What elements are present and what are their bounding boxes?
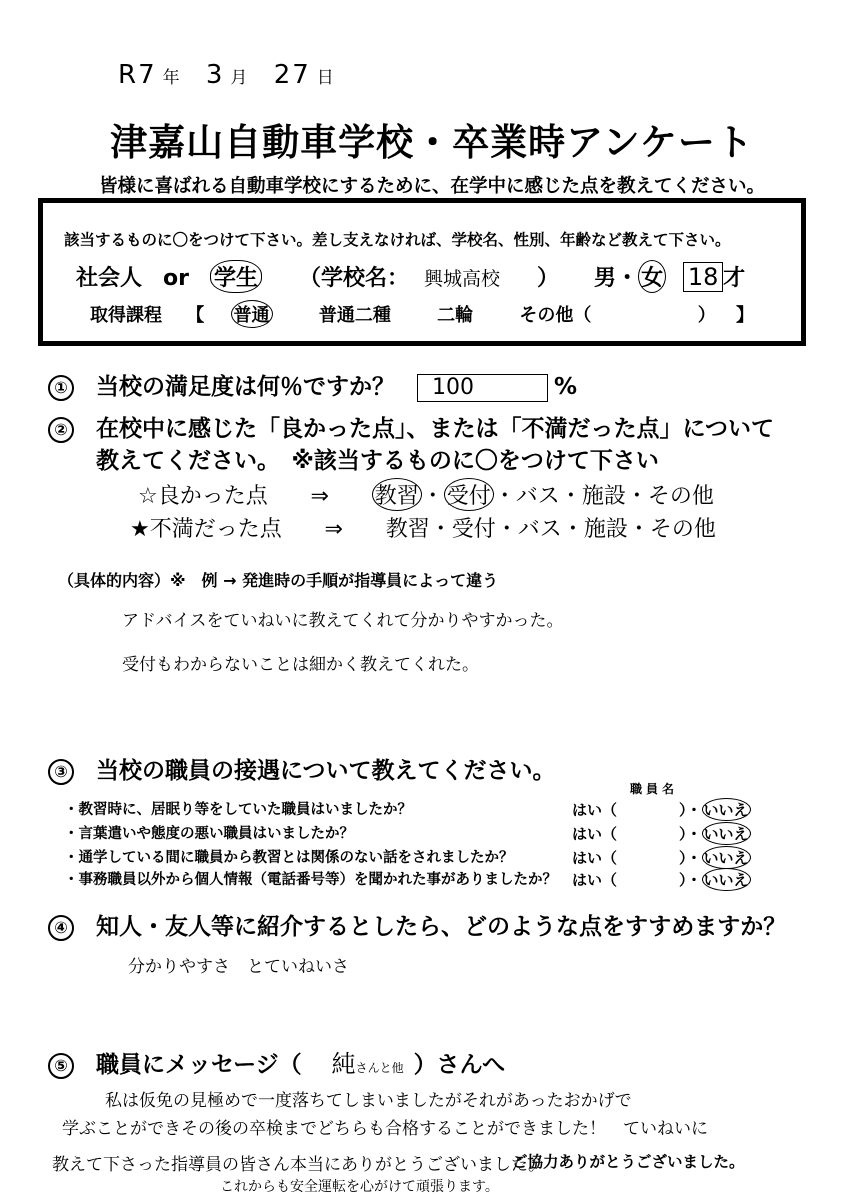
question-3-text: 当校の職員の接遇について教えてください。 <box>96 758 556 784</box>
bad-item-reception[interactable]: 受付 <box>451 517 496 542</box>
bad-points-label: ★不満だった点 <box>130 517 282 542</box>
detail-answer-1[interactable]: アドバイスをていねいに教えてくれて分かりやすかった。 <box>122 611 564 631</box>
question-number: ① <box>48 375 74 401</box>
question-2-line-2: 教えてください。 ※該当するものに〇をつけて下さい <box>96 448 659 474</box>
message-line-3[interactable]: 教えて下さった指導員の皆さん本当にありがとうございました。 <box>52 1155 545 1175</box>
course-regular-2nd[interactable]: 普通二種 <box>318 305 391 326</box>
question-number: ③ <box>48 759 74 785</box>
staff-question-4: ・事務職員以外から個人情報（電話番号等）を聞かれた事がありましたか？ <box>64 872 557 888</box>
bad-item-facilities[interactable]: 施設 <box>583 517 628 542</box>
staff-name-answer: 純さんと他 <box>331 1050 404 1078</box>
school-label: （学校名： <box>299 266 410 291</box>
option-male[interactable]: 男 <box>594 266 617 291</box>
good-item-facilities[interactable]: 施設 <box>581 484 626 509</box>
course-motorcycle[interactable]: 二輪 <box>437 305 474 326</box>
bad-item-lessons[interactable]: 教習 <box>385 517 430 542</box>
arrow-icon: ⇒ <box>324 517 343 542</box>
yes-option[interactable]: はい（ <box>572 801 618 819</box>
yes-option[interactable]: はい（ <box>572 871 618 889</box>
question-number: ⑤ <box>48 1053 74 1079</box>
question-5-label: 職員にメッセージ（ <box>96 1052 302 1078</box>
staff-answer-4: はい（ ）・ いいえ <box>572 868 751 891</box>
survey-date <box>118 60 350 90</box>
message-line-2[interactable]: 学ぶことができその後の卒検までどちらも合格することができました！ ていねいに <box>62 1119 708 1139</box>
question-4-text: 知人・友人等に紹介するとしたら、どのような点をすすめますか？ <box>96 914 787 940</box>
school-close: ） <box>537 266 560 291</box>
question-1 <box>48 368 577 402</box>
thanks-note: ご協力ありがとうございました。 <box>512 1153 745 1171</box>
question-4 <box>48 908 786 941</box>
question-1-text: 当校の満足度は何％ですか？ <box>96 374 395 400</box>
no-option[interactable]: いいえ <box>702 822 751 845</box>
arrow-icon: ⇒ <box>310 484 329 509</box>
question-number: ② <box>48 417 74 443</box>
recommend-answer[interactable]: 分かりやすさ とていねいさ <box>128 957 349 977</box>
detail-label: （具体的内容）※ 例 → 発進時の手順が指導員によって違う <box>58 571 499 590</box>
option-female[interactable]: 女 <box>638 260 666 293</box>
date-day: 27 <box>273 60 311 90</box>
question-5 <box>48 1044 505 1079</box>
good-points-row: ☆良かった点 ⇒ 教習 ・ 受付 ・バス・施設・その他 <box>138 478 714 511</box>
good-item-other[interactable]: その他 <box>647 484 714 509</box>
staff-answer-1: はい（ ）・ いいえ <box>572 798 751 821</box>
course-other-close: ） <box>697 305 716 326</box>
detail-answer-2[interactable]: 受付もわからないことは細かく教えてくれた。 <box>122 655 479 675</box>
question-2-line-1 <box>48 410 774 443</box>
bad-item-bus[interactable]: バス <box>517 517 562 542</box>
good-item-reception[interactable]: 受付 <box>444 478 494 511</box>
date-year: R7 <box>118 60 157 90</box>
question-2-text: 在校中に感じた「良かった点」、または「不満だった点」について <box>96 416 775 442</box>
staff-name-label: 職員名 <box>630 782 679 796</box>
respondent-status-row <box>76 260 745 293</box>
date-month-unit: 月 <box>230 68 250 88</box>
good-item-lessons[interactable]: 教習 <box>372 478 422 511</box>
good-item-bus[interactable]: バス <box>515 484 560 509</box>
no-option[interactable]: いいえ <box>702 846 751 869</box>
staff-question-2: ・言葉遣いや態度の悪い職員はいましたか？ <box>64 826 354 842</box>
bracket-open: 【 <box>186 305 205 326</box>
course-label: 取得課程 <box>90 305 162 326</box>
school-name[interactable]: 興城高校 <box>424 268 501 290</box>
gender-separator: ・ <box>616 266 639 291</box>
bad-item-other[interactable]: その他 <box>649 517 716 542</box>
option-student[interactable]: 学生 <box>210 260 262 293</box>
question-3 <box>48 752 556 785</box>
age-unit: 才 <box>723 266 746 291</box>
staff-question-3: ・通学している間に職員から教習とは関係のない話をされましたか？ <box>64 850 514 866</box>
satisfaction-field[interactable]: 100 <box>417 374 548 402</box>
staff-question-1: ・教習時に、居眠り等をしていた職員はいましたか？ <box>64 802 412 818</box>
staff-answer-3: はい（ ）・ いいえ <box>572 846 751 869</box>
no-option[interactable]: いいえ <box>702 868 751 891</box>
bad-points-row: ★不満だった点 ⇒ 教習・受付・バス・施設・その他 <box>130 517 716 542</box>
respondent-instruction: 該当するものに〇をつけて下さい。差し支えなければ、学校名、性別、年齢など教えて下さい。 <box>64 231 731 249</box>
no-option[interactable]: いいえ <box>702 798 751 821</box>
staff-answer-2: はい（ ）・ いいえ <box>572 822 751 845</box>
course-row <box>90 300 754 328</box>
bracket-close: 】 <box>735 305 754 326</box>
message-line-1[interactable]: 私は仮免の見極めで一度落ちてしまいましたがそれがあったおかげで <box>105 1091 632 1111</box>
or-label: or <box>163 266 189 291</box>
age-field[interactable]: 18 <box>683 262 723 292</box>
date-year-unit: 年 <box>162 68 182 88</box>
yes-option[interactable]: はい（ <box>572 849 618 867</box>
message-line-4[interactable]: これからも安全運転を心がけて頑張ります。 <box>220 1179 499 1195</box>
date-day-unit: 日 <box>316 68 336 88</box>
page-subtitle: 皆様に喜ばれる自動車学校にするために、在学中に感じた点を教えてください。 <box>98 176 765 197</box>
question-5-label-end: ）さんへ <box>413 1052 506 1078</box>
yes-option[interactable]: はい（ <box>572 825 618 843</box>
good-points-label: ☆良かった点 <box>138 484 268 509</box>
course-regular[interactable]: 普通 <box>231 300 273 328</box>
date-month: 3 <box>205 60 225 90</box>
page-title: 津嘉山自動車学校・卒業時アンケート <box>110 121 754 164</box>
question-number: ④ <box>48 915 74 941</box>
percent-unit: % <box>554 374 578 400</box>
option-worker[interactable]: 社会人 <box>76 266 143 291</box>
course-other[interactable]: その他（ <box>519 305 592 326</box>
